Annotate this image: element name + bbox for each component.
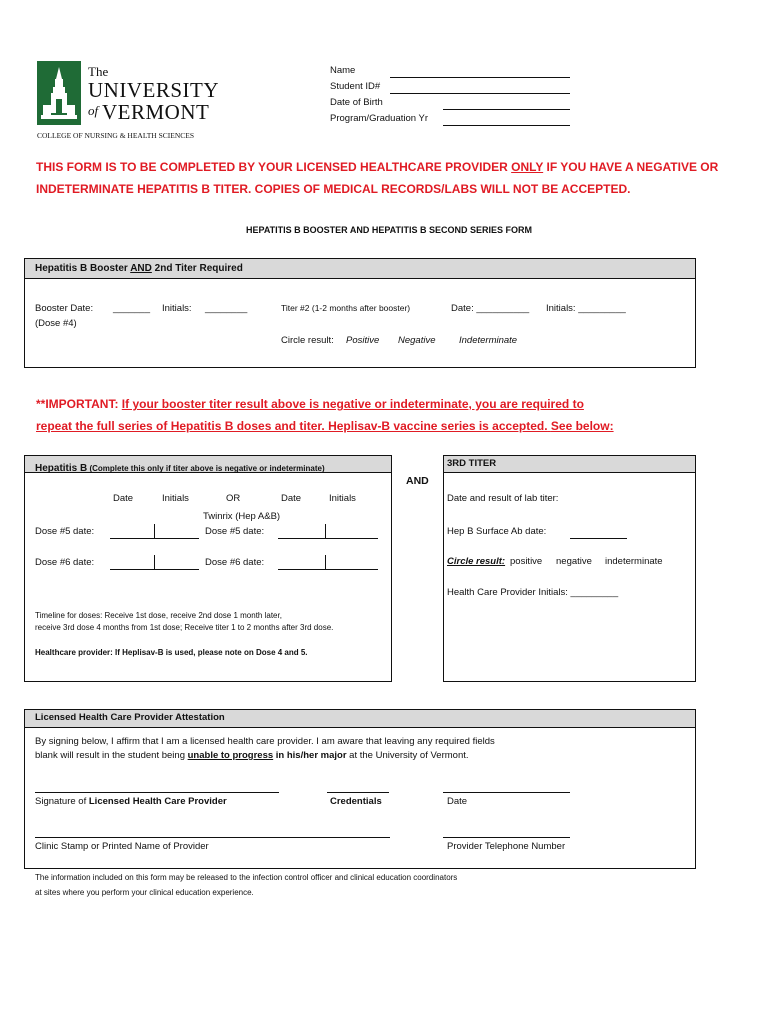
twinrix-label: Twinrix (Hep A&B) [203, 511, 281, 522]
important-line1: **IMPORTANT: If your booster titer result above is negative or indeterminate, you are required to [36, 397, 584, 411]
credentials-field[interactable] [327, 792, 389, 793]
form-title: HEPATITIS B BOOSTER AND HEPATITIS B SECOND SERIES FORM [246, 225, 533, 235]
dose5-divider [154, 524, 155, 539]
surface-ab-field[interactable] [570, 538, 627, 539]
titer2-date[interactable]: Date: __________ [451, 303, 530, 314]
titer2-label: Titer #2 (1-2 months after booster) [281, 303, 411, 313]
col-initials2: Initials [329, 493, 356, 504]
booster-initials-blank[interactable]: ________ [205, 303, 248, 314]
logo-college: COLLEGE OF NURSING & HEALTH SCIENCES [37, 131, 195, 140]
twinrix-dose5-label: Dose #5 date: [205, 526, 265, 537]
phone-field[interactable] [443, 837, 570, 838]
titer3-section [443, 455, 696, 682]
titer3-circle-result: Circle result: [447, 556, 506, 567]
col-date2: Date [281, 493, 302, 504]
twinrix-dose5-divider [325, 524, 326, 539]
tower-icon [37, 61, 81, 125]
footer-line1: The information included on this form may be released to the infection control officer and clinical education coordinators [35, 873, 458, 882]
dose4-label: (Dose #4) [35, 318, 77, 329]
result-negative[interactable]: Negative [398, 335, 436, 346]
circle-result-label: Circle result: [281, 335, 334, 346]
col-date: Date [113, 493, 134, 504]
twinrix-dose6-field[interactable] [278, 569, 378, 570]
student-id-field[interactable] [390, 93, 570, 94]
heplisav-note: Healthcare provider: If Heplisav-B is used, please note on Dose 4 and 5. [35, 648, 308, 657]
twinrix-dose5-field[interactable] [278, 538, 378, 539]
result-indeterminate[interactable]: Indeterminate [459, 335, 518, 346]
titer3-positive[interactable]: positive [510, 556, 543, 567]
titer3-header-text: 3RD TITER [447, 458, 497, 469]
name-label: Name [330, 65, 356, 76]
stamp-label: Clinic Stamp or Printed Name of Provider [35, 841, 209, 852]
timeline-line1: Timeline for doses: Receive 1st dose, receive 2nd dose 1 month later, [35, 611, 282, 620]
dose6-divider [154, 555, 155, 570]
dose5-label: Dose #5 date: [35, 526, 95, 537]
booster-header-text: Hepatitis B Booster AND 2nd Titer Required [35, 263, 243, 274]
attestation-text1: By signing below, I affirm that I am a licensed health care provider. I am aware that leaving any required fields [35, 736, 495, 747]
logo-the: The [88, 64, 109, 79]
program-label: Program/Graduation Yr [330, 113, 429, 124]
dob-label: Date of Birth [330, 97, 383, 108]
and-label: AND [406, 475, 429, 487]
dose6-label: Dose #6 date: [35, 557, 95, 568]
twinrix-dose6-divider [325, 555, 326, 570]
booster-date-blank[interactable]: _______ [113, 303, 150, 314]
attestation-text2: blank will result in the student being unable to progress in his/her major at the University of Vermont. [35, 750, 469, 761]
titer3-indeterminate[interactable]: indeterminate [605, 556, 663, 567]
dob-field[interactable] [443, 109, 570, 110]
logo-of: of [88, 103, 99, 118]
timeline-line2: receive 3rd dose 4 months from 1st dose; Receive titer 1 to 2 months after 3rd dose. [35, 623, 334, 632]
booster-initials-label: Initials: [162, 303, 192, 314]
twinrix-dose6-label: Dose #6 date: [205, 557, 265, 568]
titer3-date-result: Date and result of lab titer: [447, 493, 559, 504]
result-positive[interactable]: Positive [346, 335, 380, 346]
signature-field[interactable] [35, 792, 279, 793]
stamp-field[interactable] [35, 837, 390, 838]
surface-ab-label: Hep B Surface Ab date: [447, 526, 547, 537]
phone-label: Provider Telephone Number [447, 841, 566, 852]
provider-initials[interactable]: Health Care Provider Initials: _________ [447, 587, 619, 598]
name-field[interactable] [390, 77, 570, 78]
date-field[interactable] [443, 792, 570, 793]
titer3-negative[interactable]: negative [556, 556, 592, 567]
signature-label: Signature of Licensed Health Care Provider [35, 796, 227, 807]
program-field[interactable] [443, 125, 570, 126]
footer-line2: at sites where you perform your clinical education experience. [35, 888, 254, 897]
date-label: Date [447, 796, 468, 807]
warning-line1: THIS FORM IS TO BE COMPLETED BY YOUR LICENSED HEALTHCARE PROVIDER ONLY IF YOU HAVE A NEGATIVE OR [36, 160, 719, 174]
important-line2: repeat the full series of Hepatitis B doses and titer. Heplisav-B vaccine series is accepted. See below: [36, 419, 614, 433]
booster-date-label: Booster Date: [35, 303, 94, 314]
series-header-text: Hepatitis B (Complete this only if titer above is negative or indeterminate) [35, 463, 325, 474]
logo-mark [37, 61, 81, 125]
attestation-header-text: Licensed Health Care Provider Attestation [35, 712, 225, 723]
col-initials: Initials [162, 493, 189, 504]
logo-vermont: VERMONT [102, 100, 210, 124]
logo-university: UNIVERSITY [88, 78, 219, 102]
student-id-label: Student ID# [330, 81, 381, 92]
titer2-initials[interactable]: Initials: _________ [546, 303, 626, 314]
credentials-label: Credentials [330, 796, 382, 807]
warning-line2: INDETERMINATE HEPATITIS B TITER. COPIES OF MEDICAL RECORDS/LABS WILL NOT BE ACCEPTED. [36, 182, 631, 196]
col-or: OR [226, 493, 241, 504]
